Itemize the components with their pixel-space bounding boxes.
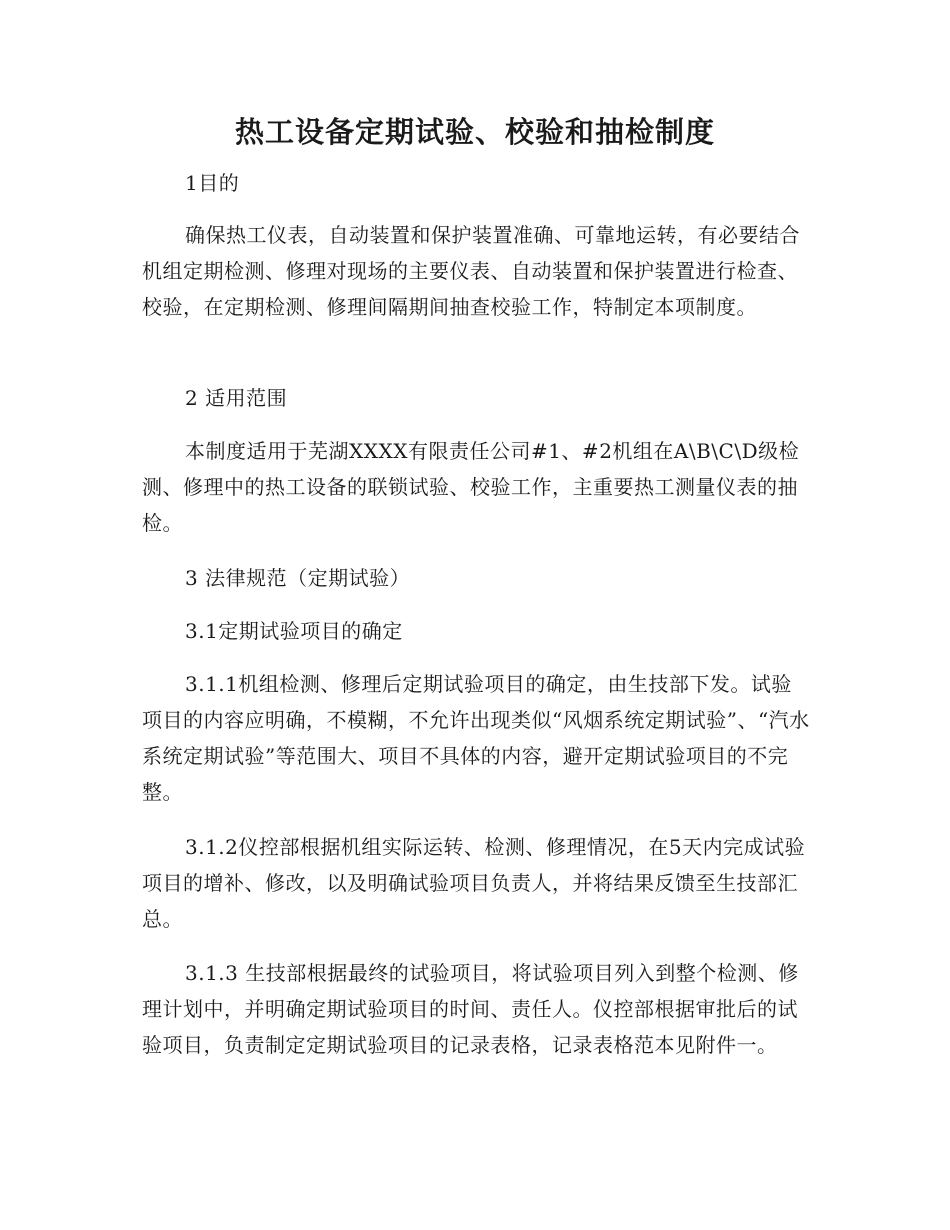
section-3-1-2-paragraph: 3.1.2仪控部根据机组实际运转、检测、修理情况，在5天内完成试验项目的增补、修改，以及明确试验项目负责人，并将结果反馈至生技部汇总。 <box>142 835 806 931</box>
section-1-heading: 1目的 <box>185 171 240 195</box>
section-1-paragraph: 确保热工仪表，自动装置和保护装置准确、可靠地运转，有必要结合机组定期检测、修理对现场的主要仪表、自动装置和保护装置进行检查、校验，在定期检测、修理间隔期间抽查校验工作，特制定本项制度。 <box>142 223 800 319</box>
document-title: 热工设备定期试验、校验和抽检制度 <box>234 115 715 149</box>
section-3-1-heading: 3.1定期试验项目的确定 <box>185 619 403 643</box>
section-3-heading: 3 法律规范（定期试验） <box>185 566 411 590</box>
section-2-paragraph: 本制度适用于芜湖XXXX有限责任公司#1、#2机组在A\B\C\D级检测、修理中的热工设备的联锁试验、校验工作，主重要热工测量仪表的抽检。 <box>142 439 800 535</box>
section-2-heading: 2 适用范围 <box>185 386 288 410</box>
section-3-1-3-paragraph: 3.1.3 生技部根据最终的试验项目，将试验项目列入到整个检测、修理计划中，并明确定期试验项目的时间、责任人。仪控部根据审批后的试验项目，负责制定定期试验项目的记录表格，记录表格范本见附件一。 <box>142 961 799 1057</box>
section-3-1-1-paragraph: 3.1.1机组检测、修理后定期试验项目的确定，由生技部下发。试验项目的内容应明确，不模糊，不允许出现类似“风烟系统定期试验”、“汽水系统定期试验”等范围大、项目不具体的内容，避开定期试验项目的不完整。 <box>142 672 810 804</box>
